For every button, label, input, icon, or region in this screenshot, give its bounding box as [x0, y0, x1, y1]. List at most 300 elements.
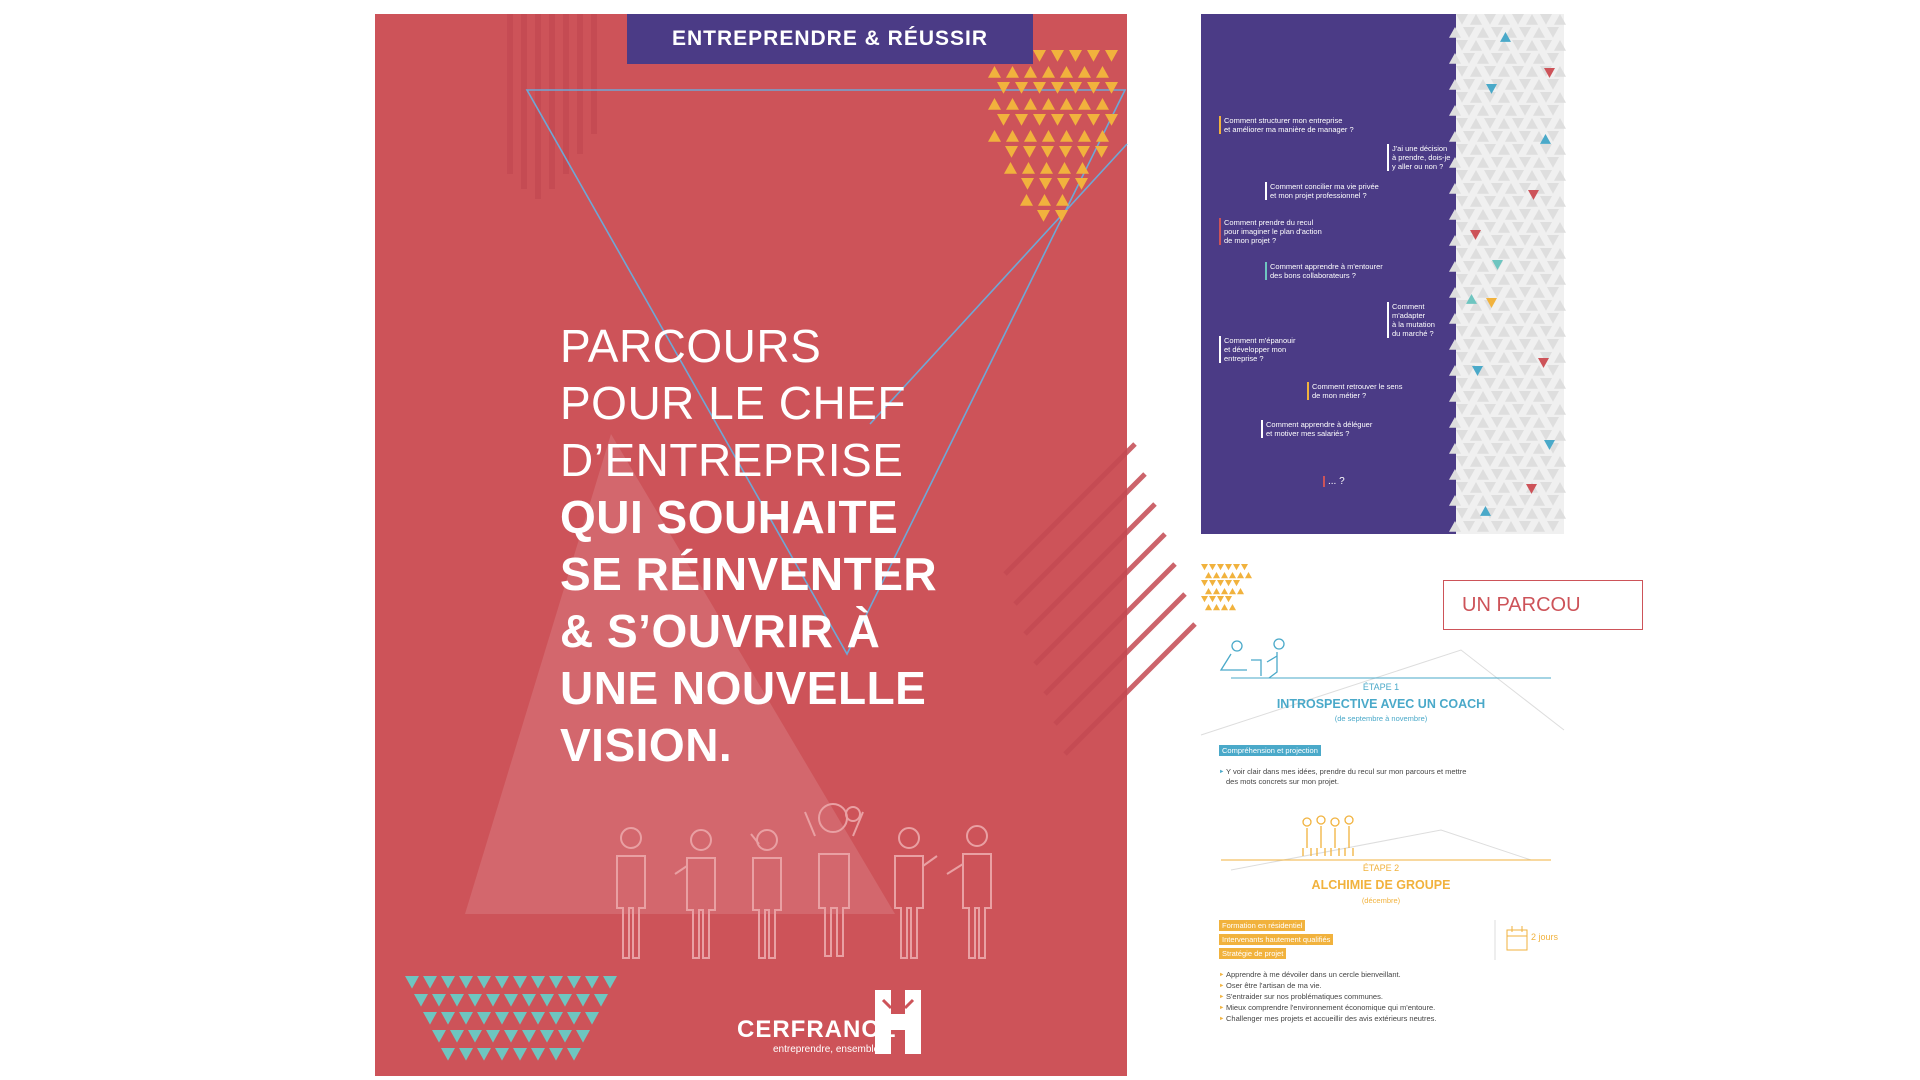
- triangle-mark: [1020, 194, 1033, 206]
- triangle-mark: [1477, 209, 1489, 220]
- step2-dates: (décembre): [1361, 896, 1401, 905]
- triangle-mark: [1033, 50, 1046, 62]
- triangle-mark: [1498, 118, 1510, 129]
- triangle-mark: [1505, 339, 1517, 350]
- triangle-mark: [1477, 443, 1489, 454]
- triangle-mark: [1477, 131, 1489, 142]
- triangle-mark: [1554, 92, 1566, 103]
- triangle-mark: [1526, 66, 1538, 77]
- triangle-mark: [1051, 82, 1064, 94]
- triangle-mark: [1456, 300, 1468, 311]
- triangle-mark: [1105, 82, 1118, 94]
- triangle-mark: [1533, 313, 1545, 324]
- triangle-mark: [1498, 196, 1510, 207]
- triangle-mark: [1505, 521, 1517, 532]
- triangle-mark: [1533, 235, 1545, 246]
- triangle-mark: [1042, 66, 1055, 78]
- triangle-mark: [567, 1048, 581, 1061]
- triangle-mark: [567, 1012, 581, 1025]
- triangle-mark: [1042, 130, 1055, 142]
- step2-chip: Formation en résidentiel: [1219, 920, 1305, 931]
- triangle-mark: [1554, 222, 1566, 233]
- triangle-mark: [1533, 417, 1545, 428]
- question-text: Comment concilier ma vie privée et mon projet professionnel ?: [1270, 182, 1379, 200]
- coach-illustration: [1221, 639, 1284, 678]
- triangle-pattern-strip: [1456, 14, 1564, 534]
- step2-chip: Stratégie de projet: [1219, 948, 1286, 959]
- triangle-mark: [1526, 404, 1538, 415]
- triangle-mark: [1491, 339, 1503, 350]
- triangle-mark: [1540, 92, 1552, 103]
- triangle-mark: [603, 976, 617, 989]
- triangle-mark: [576, 1030, 590, 1043]
- triangle-mark: [1463, 183, 1475, 194]
- triangle-mark: [1477, 339, 1489, 350]
- triangle-mark: [1540, 40, 1552, 51]
- triangle-mark: [1498, 66, 1510, 77]
- triangle-mark: [459, 976, 473, 989]
- triangle-mark: [1024, 98, 1037, 110]
- triangle-mark: [1484, 352, 1496, 363]
- triangle-mark: [1498, 378, 1510, 389]
- triangle-mark: [1491, 183, 1503, 194]
- steps-decoration: [1201, 560, 1564, 1080]
- triangle-mark: [1533, 339, 1545, 350]
- triangle-mark: [477, 976, 491, 989]
- triangle-mark: [1540, 300, 1552, 311]
- triangle-mark: [1526, 92, 1538, 103]
- triangle-mark: [1498, 326, 1510, 337]
- triangle-mark: [1533, 53, 1545, 64]
- triangle-mark: [1015, 114, 1028, 126]
- triangle-mark: [1491, 105, 1503, 116]
- triangle-mark: [1526, 196, 1538, 207]
- triangle-mark: [1533, 287, 1545, 298]
- triangle-mark: [1463, 287, 1475, 298]
- triangle-mark: [1470, 352, 1482, 363]
- triangle-mark: [1505, 53, 1517, 64]
- triangle-mark: [1484, 430, 1496, 441]
- triangle-mark: [1547, 521, 1559, 532]
- triangle-mark: [1554, 326, 1566, 337]
- question-item: [1265, 182, 1379, 200]
- triangle-mark: [1456, 222, 1468, 233]
- triangle-mark: [1547, 417, 1559, 428]
- triangle-mark: [1059, 146, 1072, 158]
- triangle-mark: [1547, 79, 1559, 90]
- triangle-mark: [495, 1012, 509, 1025]
- triangle-mark: [1491, 443, 1503, 454]
- triangle-mark: [1519, 443, 1531, 454]
- triangle-mark: [1209, 596, 1216, 602]
- triangle-mark: [1058, 162, 1071, 174]
- triangle-mark: [1022, 162, 1035, 174]
- triangle-mark: [1512, 508, 1524, 519]
- triangle-mark: [1209, 580, 1216, 586]
- triangle-mark: [1505, 105, 1517, 116]
- triangle-mark: [585, 1012, 599, 1025]
- triangle-mark: [1512, 352, 1524, 363]
- triangle-mark: [1526, 456, 1538, 467]
- triangle-mark: [1540, 326, 1552, 337]
- triangle-mark: [1512, 300, 1524, 311]
- triangle-mark: [1006, 130, 1019, 142]
- triangle-mark: [1470, 508, 1482, 519]
- triangle-mark: [1533, 391, 1545, 402]
- triangle-mark: [1491, 417, 1503, 428]
- triangle-mark: [1505, 261, 1517, 272]
- step1-title: INTROSPECTIVE AVEC UN COACH: [1276, 697, 1486, 711]
- step1-bullet: ► Y voir clair dans mes idées, prendre du recul sur mon parcours et mettre des mots concrets sur mon projet.: [1219, 767, 1466, 787]
- triangle-mark: [1477, 261, 1489, 272]
- triangle-mark: [1470, 274, 1482, 285]
- parcours-heading: UN PARCOU: [1443, 580, 1643, 630]
- triangle-mark: [1519, 79, 1531, 90]
- triangle-mark: [1463, 235, 1475, 246]
- triangle-mark: [1096, 66, 1109, 78]
- triangle-mark: [1519, 417, 1531, 428]
- triangle-mark: [558, 994, 572, 1007]
- triangle-mark: [1484, 404, 1496, 415]
- triangle-mark: [1225, 596, 1232, 602]
- triangle-mark: [1547, 313, 1559, 324]
- triangle-mark: [1505, 365, 1517, 376]
- triangle-mark: [513, 1012, 527, 1025]
- question-item: [1265, 262, 1383, 280]
- triangle-mark: [1533, 157, 1545, 168]
- triangle-mark: [1456, 170, 1468, 181]
- triangle-mark: [1519, 27, 1531, 38]
- cover-banner: ENTREPRENDRE & RÉUSSIR: [627, 14, 1033, 64]
- triangle-mark: [1554, 144, 1566, 155]
- triangle-mark: [1015, 82, 1028, 94]
- triangle-mark: [1512, 378, 1524, 389]
- cover-title-light: [560, 318, 906, 489]
- triangle-mark: [495, 976, 509, 989]
- triangle-mark: [1470, 404, 1482, 415]
- question-item: [1307, 382, 1402, 400]
- triangle-mark: [1505, 391, 1517, 402]
- step1-label: ÉTAPE 1: [1362, 682, 1400, 692]
- triangle-mark: [1526, 274, 1538, 285]
- triangle-mark: [1554, 456, 1566, 467]
- triangle-mark: [1038, 194, 1051, 206]
- triangle-mark: [1039, 178, 1052, 190]
- title-line: & S’OUVRIR À: [560, 605, 881, 657]
- triangle-mark: [1547, 105, 1559, 116]
- triangle-mark: [1554, 378, 1566, 389]
- title-line: D’ENTREPRISE: [560, 434, 904, 486]
- triangle-mark: [1040, 162, 1053, 174]
- triangle-mark: [1466, 294, 1477, 304]
- triangle-mark: [1463, 105, 1475, 116]
- triangle-mark: [1498, 352, 1510, 363]
- triangle-mark: [1484, 326, 1496, 337]
- triangle-mark: [1205, 588, 1212, 594]
- triangle-mark: [1463, 521, 1475, 532]
- step2-bullet: ► Mieux comprendre l'environnement économique qui m'entoure.: [1219, 1003, 1435, 1013]
- question-item: [1387, 302, 1435, 338]
- triangle-mark: [1024, 66, 1037, 78]
- triangle-mark: [1105, 50, 1118, 62]
- triangle-mark: [1217, 564, 1224, 570]
- triangle-mark: [1470, 456, 1482, 467]
- triangle-mark: [1041, 146, 1054, 158]
- triangle-mark: [1540, 170, 1552, 181]
- question-text: Comment retrouver le sens de mon métier ?: [1312, 382, 1403, 400]
- triangle-mark: [1512, 144, 1524, 155]
- triangle-mark: [1057, 178, 1070, 190]
- triangle-mark: [1484, 274, 1496, 285]
- triangle-mark: [1205, 604, 1212, 610]
- triangle-mark: [1512, 274, 1524, 285]
- question-text: Comment apprendre à m'entourer des bons collaborateurs ?: [1270, 262, 1383, 280]
- triangle-mark: [495, 1048, 509, 1061]
- triangle-mark: [1484, 170, 1496, 181]
- triangle-mark: [1554, 40, 1566, 51]
- triangle-mark: [1505, 313, 1517, 324]
- triangle-mark: [1078, 98, 1091, 110]
- triangle-mark: [1498, 404, 1510, 415]
- triangle-mark: [1477, 391, 1489, 402]
- triangle-mark: [1540, 196, 1552, 207]
- triangle-mark: [1470, 14, 1482, 25]
- triangle-mark: [468, 1030, 482, 1043]
- triangle-mark: [1491, 131, 1503, 142]
- question-item: [1323, 476, 1345, 487]
- triangle-mark: [432, 994, 446, 1007]
- triangle-mark: [1540, 430, 1552, 441]
- logo-name: CERFRANCE: [737, 1016, 897, 1043]
- triangle-mark: [585, 976, 599, 989]
- triangle-mark: [1505, 157, 1517, 168]
- triangle-mark: [1547, 339, 1559, 350]
- triangle-mark: [1213, 588, 1220, 594]
- triangle-mark: [477, 1012, 491, 1025]
- triangle-mark: [1033, 82, 1046, 94]
- triangle-mark: [1512, 196, 1524, 207]
- triangle-mark: [1547, 27, 1559, 38]
- triangle-mark: [1484, 456, 1496, 467]
- triangle-mark: [1498, 170, 1510, 181]
- triangle-mark: [1477, 183, 1489, 194]
- triangle-mark: [1505, 417, 1517, 428]
- triangle-mark: [1456, 352, 1468, 363]
- triangle-mark: [1547, 53, 1559, 64]
- triangle-mark: [486, 994, 500, 1007]
- triangle-mark: [1221, 588, 1228, 594]
- triangle-mark: [1456, 14, 1468, 25]
- step2-bullet: ► Challenger mes projets et accueillir des avis extérieurs neutres.: [1219, 1014, 1437, 1024]
- triangle-mark: [1547, 261, 1559, 272]
- triangle-mark: [1498, 14, 1510, 25]
- question-item: [1219, 116, 1354, 134]
- triangle-mark: [1540, 274, 1552, 285]
- group-illustration: [1303, 816, 1353, 856]
- triangle-mark: [1533, 261, 1545, 272]
- triangle-mark: [988, 98, 1001, 110]
- triangle-mark: [988, 130, 1001, 142]
- triangle-mark: [1484, 482, 1496, 493]
- triangle-mark: [1491, 157, 1503, 168]
- triangle-mark: [405, 976, 419, 989]
- triangle-mark: [1491, 521, 1503, 532]
- triangle-mark: [1051, 114, 1064, 126]
- triangle-mark: [441, 1012, 455, 1025]
- triangle-mark: [1470, 92, 1482, 103]
- triangle-mark: [1456, 378, 1468, 389]
- triangle-mark: [1533, 105, 1545, 116]
- triangle-mark: [1554, 118, 1566, 129]
- triangle-mark: [1498, 482, 1510, 493]
- title-line: PARCOURS: [560, 320, 822, 372]
- question-item: [1261, 420, 1372, 438]
- step2-label: ÉTAPE 2: [1362, 863, 1400, 873]
- triangle-mark: [1554, 430, 1566, 441]
- triangle-mark: [1526, 14, 1538, 25]
- triangle-mark: [1526, 40, 1538, 51]
- triangle-mark: [1233, 580, 1240, 586]
- triangle-mark: [549, 1012, 563, 1025]
- triangle-mark: [531, 1012, 545, 1025]
- triangle-mark: [1540, 378, 1552, 389]
- triangle-mark: [450, 1030, 464, 1043]
- triangle-mark: [1470, 430, 1482, 441]
- title-line: SE RÉINVENTER: [560, 548, 938, 600]
- triangle-mark: [1526, 300, 1538, 311]
- triangle-mark: [1484, 248, 1496, 259]
- triangle-mark: [1505, 209, 1517, 220]
- triangle-mark: [1470, 378, 1482, 389]
- triangle-mark: [1078, 66, 1091, 78]
- triangle-mark: [1470, 40, 1482, 51]
- triangle-mark: [1547, 157, 1559, 168]
- triangle-mark: [423, 1012, 437, 1025]
- triangle-mark: [1505, 469, 1517, 480]
- triangle-mark: [1519, 235, 1531, 246]
- triangle-mark: [1498, 274, 1510, 285]
- triangle-mark: [1512, 326, 1524, 337]
- step1-dates: (de septembre à novembre): [1334, 714, 1428, 723]
- triangle-mark: [1237, 572, 1244, 578]
- triangle-mark: [504, 994, 518, 1007]
- triangle-mark: [1554, 66, 1566, 77]
- triangle-mark: [1201, 580, 1208, 586]
- triangle-mark: [414, 994, 428, 1007]
- triangle-mark: [423, 976, 437, 989]
- triangle-mark: [504, 1030, 518, 1043]
- triangle-mark: [1477, 157, 1489, 168]
- triangle-mark: [1526, 352, 1538, 363]
- triangle-mark: [1225, 580, 1232, 586]
- triangle-mark: [1217, 596, 1224, 602]
- triangle-mark: [1498, 92, 1510, 103]
- triangle-mark: [1051, 50, 1064, 62]
- triangle-mark: [1512, 482, 1524, 493]
- triangle-mark: [1456, 144, 1468, 155]
- triangle-mark: [1463, 79, 1475, 90]
- question-item: [1387, 144, 1450, 171]
- triangle-mark: [540, 994, 554, 1007]
- triangle-mark: [1463, 131, 1475, 142]
- triangle-mark: [1526, 378, 1538, 389]
- triangle-mark: [1526, 222, 1538, 233]
- triangle-mark: [1547, 469, 1559, 480]
- triangle-mark: [1087, 50, 1100, 62]
- step2-bullet: ► Oser être l'artisan de ma vie.: [1219, 981, 1322, 991]
- triangle-mark: [1477, 287, 1489, 298]
- triangle-mark: [1456, 508, 1468, 519]
- triangle-mark: [1554, 404, 1566, 415]
- triangle-mark: [1456, 274, 1468, 285]
- triangle-mark: [1463, 157, 1475, 168]
- triangle-mark: [1225, 564, 1232, 570]
- triangle-mark: [1245, 572, 1252, 578]
- triangle-mark: [1470, 196, 1482, 207]
- triangle-mark: [1540, 14, 1552, 25]
- triangle-mark: [1547, 287, 1559, 298]
- triangle-mark: [1201, 596, 1208, 602]
- triangle-mark: [1491, 495, 1503, 506]
- triangle-mark: [1069, 114, 1082, 126]
- triangle-mark: [1554, 196, 1566, 207]
- cover-title-bold: [560, 489, 937, 774]
- triangle-mark: [1042, 98, 1055, 110]
- triangle-mark: [997, 82, 1010, 94]
- triangle-mark: [1456, 40, 1468, 51]
- triangle-mark: [1505, 131, 1517, 142]
- triangle-mark: [1505, 235, 1517, 246]
- triangle-mark: [1519, 313, 1531, 324]
- triangle-mark: [432, 1030, 446, 1043]
- triangle-mark: [1105, 114, 1118, 126]
- triangle-mark: [1477, 417, 1489, 428]
- triangle-mark: [1533, 443, 1545, 454]
- triangle-mark: [1547, 235, 1559, 246]
- triangle-mark: [1077, 146, 1090, 158]
- triangle-mark: [531, 976, 545, 989]
- triangle-mark: [1004, 162, 1017, 174]
- triangle-mark: [1519, 469, 1531, 480]
- triangle-mark: [1484, 196, 1496, 207]
- triangle-mark: [459, 1012, 473, 1025]
- triangle-mark: [1526, 326, 1538, 337]
- triangle-mark: [1505, 443, 1517, 454]
- triangle-mark: [594, 994, 608, 1007]
- triangle-mark: [1491, 391, 1503, 402]
- triangle-mark: [1463, 469, 1475, 480]
- triangle-mark: [558, 1030, 572, 1043]
- triangle-mark: [1477, 53, 1489, 64]
- triangle-mark: [1484, 40, 1496, 51]
- triangle-mark: [1463, 53, 1475, 64]
- title-line: QUI SOUHAITE: [560, 491, 899, 543]
- triangle-mark: [513, 976, 527, 989]
- triangle-mark: [1229, 588, 1236, 594]
- triangle-mark: [1456, 430, 1468, 441]
- triangle-mark: [1463, 391, 1475, 402]
- question-text: Comment m'épanouir et développer mon entreprise ?: [1224, 336, 1296, 363]
- triangle-mark: [1540, 118, 1552, 129]
- triangle-mark: [1221, 604, 1228, 610]
- step2-bullet: ► Apprendre à me dévoiler dans un cercle bienveillant.: [1219, 970, 1401, 980]
- triangle-mark: [1547, 365, 1559, 376]
- triangle-mark: [531, 1048, 545, 1061]
- questions-panel: [1201, 14, 1456, 534]
- title-line: VISION.: [560, 719, 733, 771]
- triangle-mark: [1519, 105, 1531, 116]
- triangle-mark: [1096, 130, 1109, 142]
